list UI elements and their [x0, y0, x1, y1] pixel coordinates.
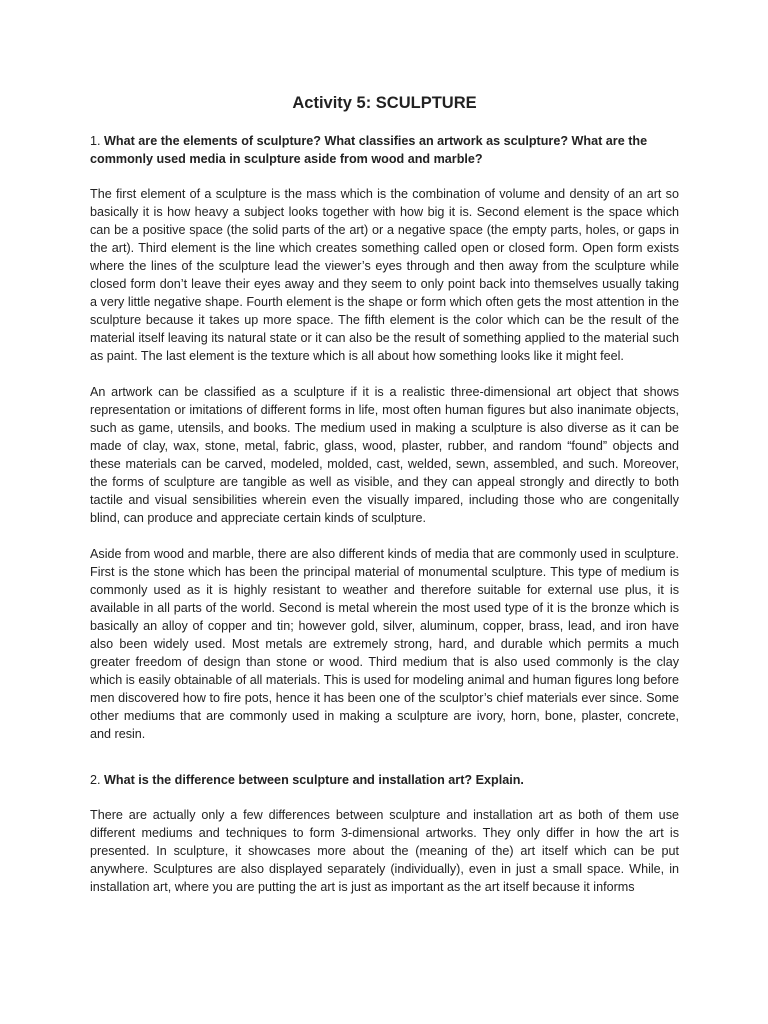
- page-title: Activity 5: SCULPTURE: [292, 94, 477, 112]
- answer-paragraph: An artwork can be classified as a sculpture if it is a realistic three-dimensional art object that shows representation or imitations of different forms in life, most often human figures but also inanimate objects, such as game, utensils, and books. The medium used in making a sculpture is also diverse as it can be made of clay, wax, stone, metal, fabric, glass, wood, plaster, rubber, and random “found” objects and these materials can be carved, modeled, molded, cast, welded, sewn, assembled, and such. Moreover, the forms of sculpture are tangible as well as visible, and they can appeal strongly and directly to both tactile and visual sensibilities wherein even the visually impared, including those who are congenitally blind, can produce and appreciate certain kinds of sculpture.: [90, 385, 679, 525]
- question-text: What are the elements of sculpture? What classifies an artwork as sculpture? What are the commonly used media in sculpture aside from wood and marble?: [90, 134, 648, 166]
- question-2: [90, 771, 679, 789]
- question-text: What is the difference between sculpture and installation art? Explain.: [104, 773, 524, 787]
- question-number: 2.: [90, 773, 101, 787]
- section-2: [90, 771, 679, 896]
- answer-paragraph: There are actually only a few differences between sculpture and installation art as both of them use different mediums and techniques to form 3-dimensional artworks. They only differ in how the art is presented. In sculpture, it showcases more about the (meaning of the) art itself which can be put anywhere. Sculptures are also displayed separately (individually), even in just a small space. While, in installation art, where you are putting the art is just as important as the art itself because it informs: [90, 808, 679, 894]
- question-number: 1.: [90, 134, 101, 148]
- section-divider-space: [90, 761, 679, 771]
- answer-paragraph: The first element of a sculpture is the mass which is the combination of volume and density of an art so basically it is how heavy a subject looks together with how big it is. Second element is the space which can be a positive space (the solid parts of the art) or a negative space (the empty parts, holes, or gaps in the art). Third element is the line which creates something called open or closed form. Open form exists where the lines of the sculpture lead the viewer’s eyes through and then away from the sculpture while closed form don’t leave their eyes away and they seem to only point back into themselves usually taking a very little negative shape. Fourth element is the shape or form which often gets the most attention in the sculpture because it takes up more space. The fifth element is the color which can be the result of the material itself leaving its natural state or it can also be the result of something applied to the material such as paint. The last element is the texture which is all about how something looks like it might feel.: [90, 187, 679, 363]
- answer-paragraph: Aside from wood and marble, there are also different kinds of media that are commonly used in sculpture. First is the stone which has been the principal material of monumental sculpture. This type of medium is commonly used as it is highly resistant to weather and therefore suitable for external use plus, it is available in all parts of the world. Second is metal wherein the most used type of it is the bronze which is basically an alloy of copper and tin; however gold, silver, aluminum, copper, brass, lead, and iron have also been widely used. Most metals are extremely strong, hard, and durable which permits a much greater freedom of design than stone or wood. Third medium that is also used commonly is the clay which is easily obtainable of all materials. This is used for modeling animal and human figures long before men discovered how to fire pots, hence it has been one of the sculptor’s chief materials ever since. Some other mediums that are commonly used in making a sculpture are ivory, horn, bone, plaster, concrete, and resin.: [90, 547, 679, 741]
- question-1: [90, 132, 679, 168]
- section-1: [90, 132, 679, 743]
